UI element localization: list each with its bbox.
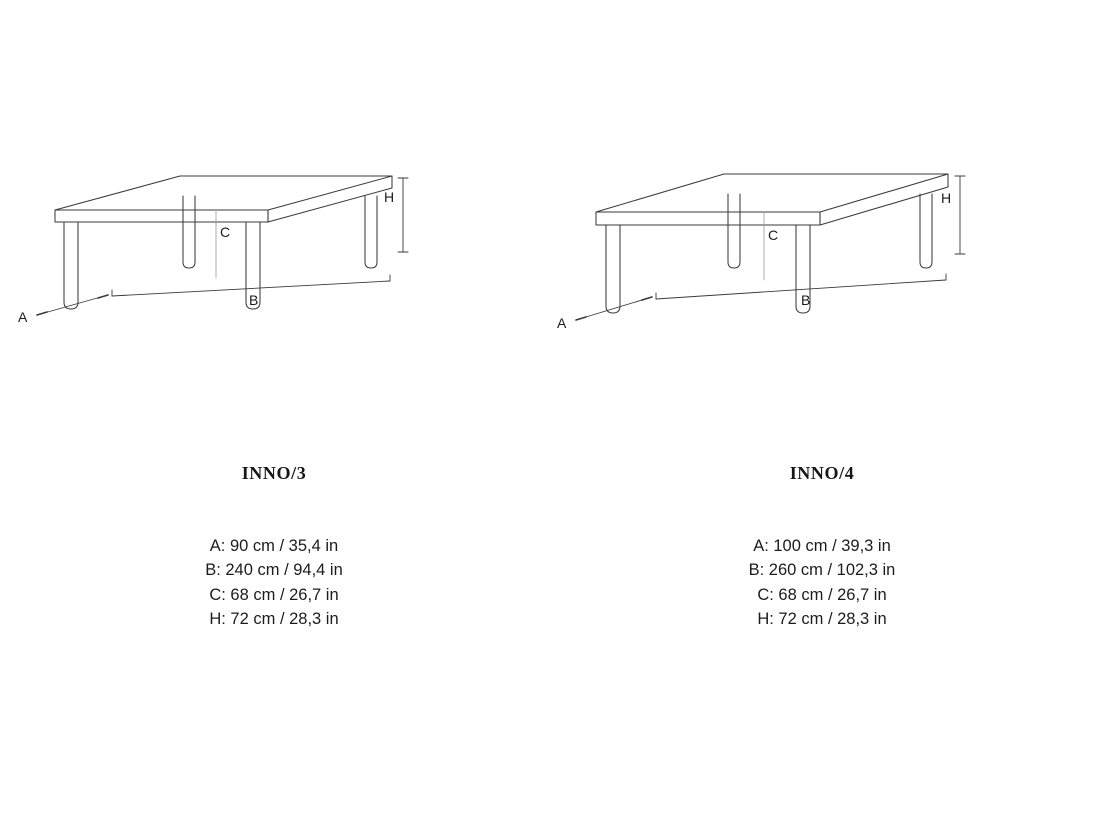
product-panel-inno-4 [548,0,1096,822]
table-leg-front-left [64,222,78,309]
table-top-face [55,176,395,210]
dimension-label-b: B [249,292,259,308]
spec-line-h: H: 72 cm / 28,3 in [209,610,339,629]
spec-line-c: C: 68 cm / 26,7 in [757,585,887,604]
dimension-label-h: H [941,190,952,206]
table-leg-back-right [920,194,932,268]
dimension-label-c: C [768,227,779,243]
dimension-line-a [576,297,652,320]
model-title-inno-4: INNO/4 [789,463,855,483]
table-leg-front-left [606,225,620,313]
spec-list-inno-3 [0,534,548,632]
dimension-label-b: B [801,292,811,308]
table-leg-back-right [365,196,377,268]
spec-line-b: B: 260 cm / 102,3 in [748,561,896,580]
spec-line-c: C: 68 cm / 26,7 in [209,585,339,604]
dimension-line-h [398,178,408,252]
table-line-drawing [548,130,1096,380]
dimension-line-h [955,176,965,254]
table-drawing-inno-4 [548,130,1096,380]
dimension-label-h: H [384,189,395,205]
spec-line-a: A: 90 cm / 35,4 in [209,537,339,555]
spec-list-inno-4 [548,534,1096,632]
table-drawing-inno-3 [0,130,548,380]
spec-line-b: B: 240 cm / 94,4 in [205,561,343,580]
spec-line-a: A: 100 cm / 39,3 in [753,537,891,555]
dimension-label-a: A [557,315,567,331]
dimension-line-a [37,295,108,315]
table-line-drawing [0,130,548,380]
spec-line-h: H: 72 cm / 28,3 in [757,610,887,629]
dimension-label-c: C [220,224,231,240]
table-top-face [596,174,948,212]
dimension-label-a: A [18,309,28,325]
model-title-inno-3: INNO/3 [241,463,307,483]
